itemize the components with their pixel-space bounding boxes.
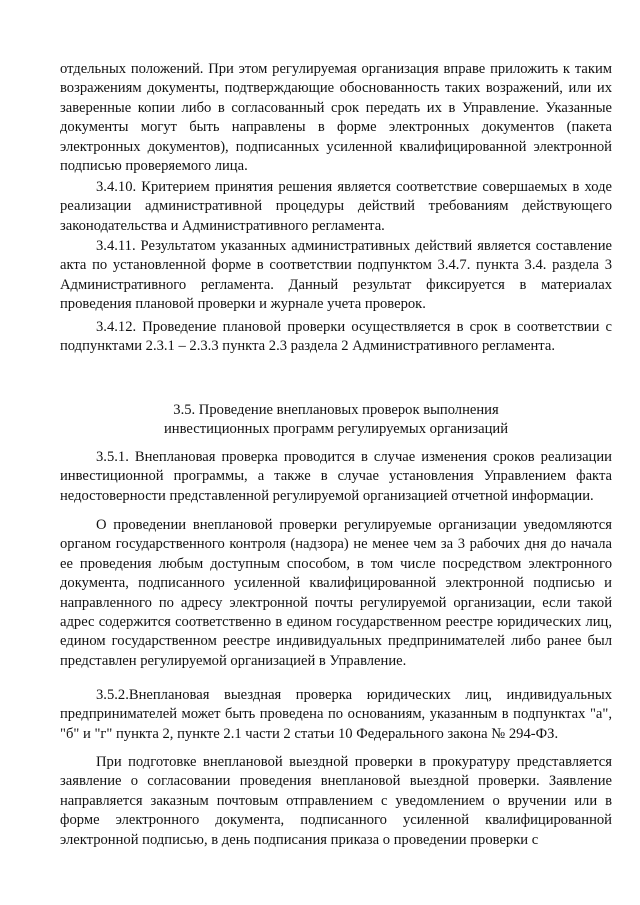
paragraph-3-4-12: 3.4.12. Проведение плановой проверки осуществляется в срок в соответствии с подпунктами 2.3.1 – 2.3.3 пункта 2.3 раздела 2 Административного регламента. [60,319,612,355]
paragraph-3-4-10: 3.4.10. Критерием принятия решения является соответствие совершаемых в ходе реализации административной процедуры действий требованиям действующего законодательства и Административного регламента. [60,179,612,234]
paragraph-intro: отдельных положений. При этом регулируемая организация вправе приложить к таким возражениям документы, подтверждающие обоснованность таких возражений, или их заверенные копии либо в согласованный срок передать их в Управление. Указанные документы могут быть направлены в форме электронных документов (пакета электронных документов), подписанных усиленной квалифицированной электронной подписью проверяемого лица. [60,61,612,175]
section-heading-line-2: инвестиционных программ регулируемых организаций [163,421,509,437]
paragraph-notice: О проведении внеплановой проверки регулируемые организации уведомляются органом государственного контроля (надзора) не менее чем за 3 рабочих дня до начала ее проведения любым доступным способом, в том числе посредством электронного документа, подписанного усиленной квалифицированной электронной подписью и направленного по адресу электронной почты регулируемой организации, если такой адрес содержится соответственно в едином государственном реестре юридических лиц, едином государственном реестре индивидуальных предпринимателей либо ранее был представлен регулируемой организацией в Управление. [60,517,612,669]
paragraph-3-5-2: 3.5.2.Внеплановая выездная проверка юридических лиц, индивидуальных предпринимателей может быть проведена по основаниям, указанным в подпунктах "а", "б" и "г" пункта 2, пункте 2.1 части 2 статьи 10 Федерального закона № 294-ФЗ. [60,687,612,742]
paragraph-3-5-1: 3.5.1. Внеплановая проверка проводится в случае изменения сроков реализации инвестиционной программы, а также в случае установления Управлением факта недостоверности представленной регулируемой организацией отчетной информации. [60,449,612,504]
paragraph-preparation: При подготовке внеплановой выездной проверки в прокуратуру представляется заявление о согласовании проведения внеплановой выездной проверки. Заявление направляется заказным почтовым отправлением с уведомлением о вручении или в форме электронного документа, подписанного усиленной квалифицированной электронной подписью, в день подписания приказа о проведении проверки с [60,754,612,848]
paragraph-3-4-11: 3.4.11. Результатом указанных административных действий является составление акта по установленной форме в соответствии подпунктом 3.4.7. пункта 3.4. раздела 3 Административного регламента. Данный результат фиксируется в материалах проведения плановой проверки и журнале учета проверок. [60,238,612,313]
section-heading-line-1: 3.5. Проведение внеплановых проверок выполнения [173,402,499,418]
